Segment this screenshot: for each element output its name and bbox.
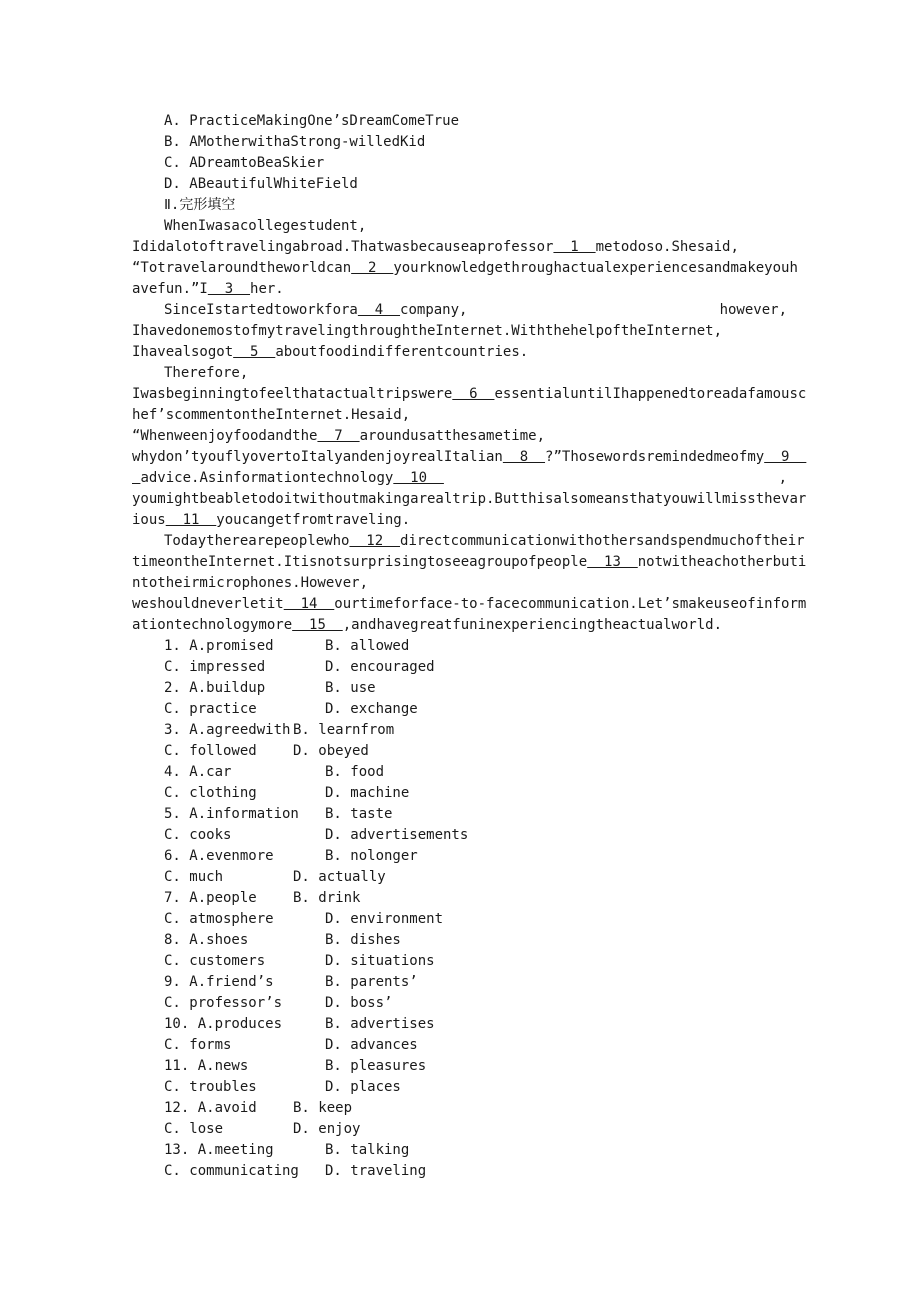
blank-8: 8 — [502, 449, 546, 465]
option-left: C. communicating — [164, 1163, 299, 1179]
option-left: 10. A.produces — [164, 1016, 283, 1032]
option-row — [132, 657, 787, 678]
passage-line: Todaytherearepeoplewho 12 directcommunicationwithothersandspendmuchoftheir — [164, 533, 805, 549]
blank-2: 2 — [351, 260, 394, 276]
option-right: B. parents’ — [325, 974, 418, 990]
passage-line: whydon’tyouflyovertoItalyandenjoyrealItalian 8 ?”Thosewordsremindedmeofmy 9 — [132, 449, 807, 465]
option-right: B. taste — [325, 806, 393, 822]
blank-9: 9 — [764, 449, 807, 465]
option-row — [132, 909, 787, 930]
prev-option-d: D. ABeautifulWhiteField — [164, 176, 358, 192]
answer-options — [132, 636, 787, 1182]
passage-line: weshouldneverletit 14 ourtimeforface-to-facecommunication.Let’smakeuseofinform — [132, 596, 807, 612]
option-left: C. lose — [164, 1121, 224, 1137]
option-row — [132, 1161, 787, 1182]
passage-line: Ididalotoftravelingabroad.Thatwasbecauseaprofessor 1 metodoso.Shesaid, — [132, 239, 739, 255]
option-left: 12. A.avoid — [164, 1100, 257, 1116]
passage-line: advice.Asinformationtechnology 10 , — [132, 468, 787, 489]
passage-line: “Whenweenjoyfoodandthe 7 aroundusatthesametime, — [132, 428, 546, 444]
option-right: D. obeyed — [293, 743, 369, 759]
option-right: B. allowed — [325, 638, 410, 654]
blank-7: 7 — [317, 428, 360, 444]
option-row — [132, 846, 787, 867]
prev-option-b: B. AMotherwithaStrong-willedKid — [164, 134, 426, 150]
option-row — [132, 678, 787, 699]
option-right: B. keep — [293, 1100, 353, 1116]
option-left: C. impressed — [164, 659, 266, 675]
blank-13: 13 — [587, 554, 638, 570]
option-left: C. professor’s — [164, 995, 283, 1011]
passage-line: Ihavealsogot 5 aboutfoodindifferentcountries. — [132, 344, 529, 360]
option-left: 3. A.agreedwith — [164, 722, 291, 738]
option-right: D. situations — [325, 953, 435, 969]
option-row — [132, 1077, 787, 1098]
passage-line: ntotheirmicrophones.However, — [132, 575, 369, 591]
option-right: B. drink — [293, 890, 361, 906]
option-left: C. much — [164, 869, 224, 885]
blank-6: 6 — [452, 386, 495, 402]
prev-option-c: C. ADreamtoBeaSkier — [164, 155, 325, 171]
option-left: C. atmosphere — [164, 911, 274, 927]
option-left: 4. A.car — [164, 764, 232, 780]
option-right: B. food — [325, 764, 385, 780]
option-row — [132, 1056, 787, 1077]
blank-11: 11 — [165, 512, 217, 528]
option-row — [132, 1035, 787, 1056]
option-right: B. learnfrom — [293, 722, 395, 738]
option-right: D. actually — [293, 869, 386, 885]
option-row — [132, 1119, 787, 1140]
blank-10: 10 — [393, 470, 444, 486]
option-right: B. dishes — [325, 932, 401, 948]
passage-line: SinceIstartedtoworkfora 4 company, however, — [164, 302, 787, 318]
option-row — [132, 720, 787, 741]
option-left: 1. A.promised — [164, 638, 274, 654]
blank-5: 5 — [233, 344, 276, 360]
blank-14: 14 — [283, 596, 335, 612]
option-right: B. use — [325, 680, 376, 696]
option-left: C. customers — [164, 953, 266, 969]
passage-line: WhenIwasacollegestudent, — [164, 218, 367, 234]
option-row — [132, 1140, 787, 1161]
option-right: D. advances — [325, 1037, 418, 1053]
option-row — [132, 888, 787, 909]
option-left: C. troubles — [164, 1079, 257, 1095]
passage-line: ationtechnologymore 15 ,andhavegreatfuninexperiencingtheactualworld. — [132, 617, 723, 633]
option-left: 7. A.people — [164, 890, 257, 906]
option-row — [132, 741, 787, 762]
option-right: D. exchange — [325, 701, 418, 717]
passage-line: timeontheInternet.Itisnotsurprisingtoseeagroupofpeople 13 notwitheachotherbuti — [132, 554, 807, 570]
passage-line: hef’scommentontheInternet.Hesaid, — [132, 407, 411, 423]
passage-line: youmightbeabletodoitwithoutmakingarealtrip.Butthisalsomeansthatyouwillmissthevar — [132, 491, 807, 507]
option-row — [132, 1014, 787, 1035]
blank-4: 4 — [357, 302, 401, 318]
option-left: C. practice — [164, 701, 257, 717]
blank-1: 1 — [553, 239, 596, 255]
option-right: D. boss’ — [325, 995, 393, 1011]
blank-3: 3 — [207, 281, 251, 297]
option-row — [132, 762, 787, 783]
passage-line: “Totravelaroundtheworldcan 2 yourknowledgethroughactualexperiencesandmakeyouh — [132, 260, 798, 276]
option-row — [132, 699, 787, 720]
option-right: B. pleasures — [325, 1058, 427, 1074]
option-right: D. places — [325, 1079, 401, 1095]
option-row — [132, 825, 787, 846]
exam-page — [132, 111, 807, 1182]
option-left: 11. A.news — [164, 1058, 249, 1074]
option-right: B. nolonger — [325, 848, 418, 864]
passage-line: IhavedonemostofmytravelingthroughtheInternet.WiththehelpoftheInternet, — [132, 323, 723, 339]
option-left: C. cooks — [164, 827, 232, 843]
option-right: D. environment — [325, 911, 444, 927]
option-row — [132, 951, 787, 972]
option-right: D. encouraged — [325, 659, 435, 675]
option-right: D. enjoy — [293, 1121, 361, 1137]
option-row — [132, 930, 787, 951]
option-left: 6. A.evenmore — [164, 848, 274, 864]
section-title: Ⅱ.完形填空 — [164, 197, 236, 213]
option-right: D. machine — [325, 785, 410, 801]
option-left: 13. A.meeting — [164, 1142, 274, 1158]
option-left: C. followed — [164, 743, 257, 759]
option-row — [132, 867, 787, 888]
option-left: 9. A.friend’s — [164, 974, 274, 990]
option-row — [132, 972, 787, 993]
passage-line: avefun.”I 3 her. — [132, 281, 284, 297]
option-row — [132, 1098, 787, 1119]
option-right: B. talking — [325, 1142, 410, 1158]
option-right: B. advertises — [325, 1016, 435, 1032]
passage-line: ious 11 youcangetfromtraveling. — [132, 512, 411, 528]
passage-line: Therefore, — [164, 365, 249, 381]
option-right: D. advertisements — [325, 827, 469, 843]
option-left: 2. A.buildup — [164, 680, 266, 696]
blank-15: 15 — [292, 617, 343, 633]
blank-12: 12 — [349, 533, 401, 549]
option-left: C. clothing — [164, 785, 257, 801]
option-left: 5. A.information — [164, 806, 299, 822]
option-row — [132, 993, 787, 1014]
option-left: C. forms — [164, 1037, 232, 1053]
option-row — [132, 636, 787, 657]
option-left: 8. A.shoes — [164, 932, 249, 948]
option-row — [132, 804, 787, 825]
passage-line: Iwasbeginningtofeelthatactualtripswere 6 essentialuntilIhappenedtoreadafamousc — [132, 386, 807, 402]
prev-option-a: A. PracticeMakingOne’sDreamComeTrue — [164, 113, 460, 129]
option-right: D. traveling — [325, 1163, 427, 1179]
option-row — [132, 783, 787, 804]
